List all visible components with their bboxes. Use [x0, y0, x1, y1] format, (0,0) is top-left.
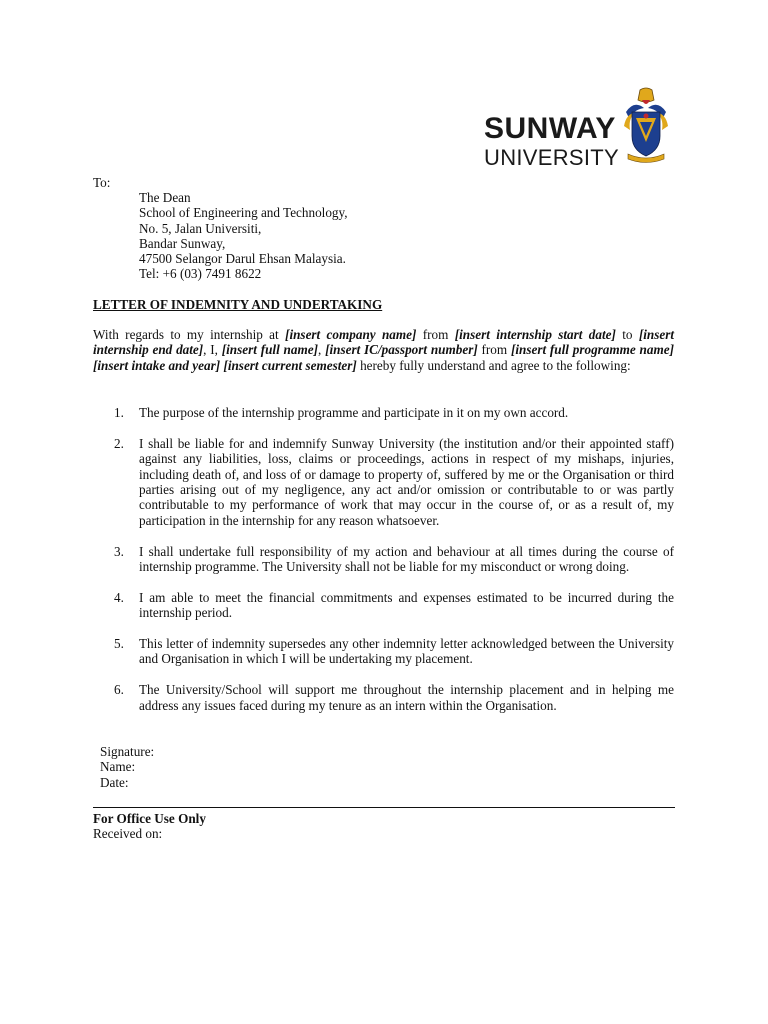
- clause-item: [93, 590, 674, 621]
- intro-text: With regards to my internship at: [93, 327, 286, 342]
- intro-text: to: [615, 327, 639, 342]
- university-crest-icon: [620, 86, 672, 164]
- intro-text: from: [416, 327, 455, 342]
- intro-paragraph: [93, 327, 674, 373]
- intro-text: from: [477, 342, 511, 358]
- placeholder-programme-name: [insert full programme name]: [510, 342, 674, 358]
- clause-text: This letter of indemnity supersedes any other indemnity letter acknowledged between the University and Organisation in which I will be undertaking my placement.: [139, 636, 674, 667]
- placeholder-end-date: [insert internship end date]: [93, 327, 674, 358]
- address-line: No. 5, Jalan Universiti,: [139, 220, 262, 236]
- clause-number: 4.: [114, 589, 124, 605]
- office-use-title: For Office Use Only: [93, 811, 206, 826]
- office-divider: [93, 807, 675, 808]
- received-on-label: Received on:: [93, 826, 163, 842]
- logo-wordmark: [484, 114, 619, 169]
- address-line: Bandar Sunway,: [139, 235, 226, 251]
- address-line: 47500 Selangor Darul Ehsan Malaysia.: [139, 251, 346, 267]
- office-use-section: [93, 811, 206, 842]
- recipient-address: [139, 190, 348, 282]
- clause-item: [93, 436, 674, 528]
- placeholder-current-semester: [insert current semester]: [223, 357, 357, 373]
- clause-item: [93, 405, 674, 420]
- clause-number: 6.: [114, 682, 124, 698]
- signature-label: Signature:: [100, 744, 155, 759]
- date-label: Date:: [100, 774, 129, 790]
- clause-number: 1.: [114, 405, 124, 420]
- placeholder-full-name: [insert full name]: [221, 342, 318, 358]
- clause-text: I shall undertake full responsibility of my action and behaviour at all times during the course of internship programme. The University shall not be liable for my misconduct or wrong doing.: [139, 543, 674, 575]
- logo-wordmark-line1: SUNWAY: [484, 112, 616, 145]
- clause-item: [93, 544, 674, 575]
- placeholder-company-name: [insert company name]: [285, 327, 417, 342]
- placeholder-intake-year: [insert intake and year]: [93, 357, 221, 373]
- letter-title: LETTER OF INDEMNITY AND UNDERTAKING: [93, 297, 383, 312]
- intro-text: ,: [317, 342, 326, 358]
- name-label: Name:: [100, 759, 136, 775]
- sunway-university-logo: [484, 86, 674, 170]
- clause-number: 5.: [114, 636, 124, 652]
- clause-number: 3.: [114, 543, 124, 559]
- clause-text: I shall be liable for and indemnify Sunway University (the institution and/or their appointed staff) against any liabilities, loss, claims or proceedings, actions in respect of my mishaps, injuries, including death of, and loss of or damage to property of, suffered by me or the Organisation or third parties arising out of my negligence, any act and/or omission or contributable to or was partly contributable to my performance of work that may occur in the course of, or as a result of, my participation in the internship for any reason whatsoever.: [139, 435, 674, 528]
- placeholder-ic-passport: [insert IC/passport number]: [325, 342, 478, 358]
- clause-item: [93, 682, 674, 713]
- signature-block: [100, 744, 154, 790]
- logo-wordmark-line2: UNIVERSITY: [484, 145, 620, 170]
- address-line: Tel: +6 (03) 7491 8622: [139, 266, 262, 282]
- clause-text: The purpose of the internship programme and participate in it on my own accord.: [139, 405, 569, 420]
- recipient-label: To:: [93, 175, 111, 190]
- intro-text: , I,: [203, 342, 222, 358]
- intro-text: hereby fully understand and agree to the following:: [356, 357, 631, 373]
- address-line: The Dean: [139, 190, 191, 205]
- clause-text: The University/School will support me throughout the internship placement and in helping me address any issues faced during my tenure as an intern within the Organisation.: [139, 682, 674, 713]
- clause-item: [93, 636, 674, 667]
- clause-number: 2.: [114, 435, 124, 451]
- address-line: School of Engineering and Technology,: [139, 205, 348, 221]
- clause-text: I am able to meet the financial commitments and expenses estimated to be incurred during the internship period.: [139, 589, 674, 621]
- clause-list: [93, 405, 674, 728]
- placeholder-start-date: [insert internship start date]: [454, 327, 616, 342]
